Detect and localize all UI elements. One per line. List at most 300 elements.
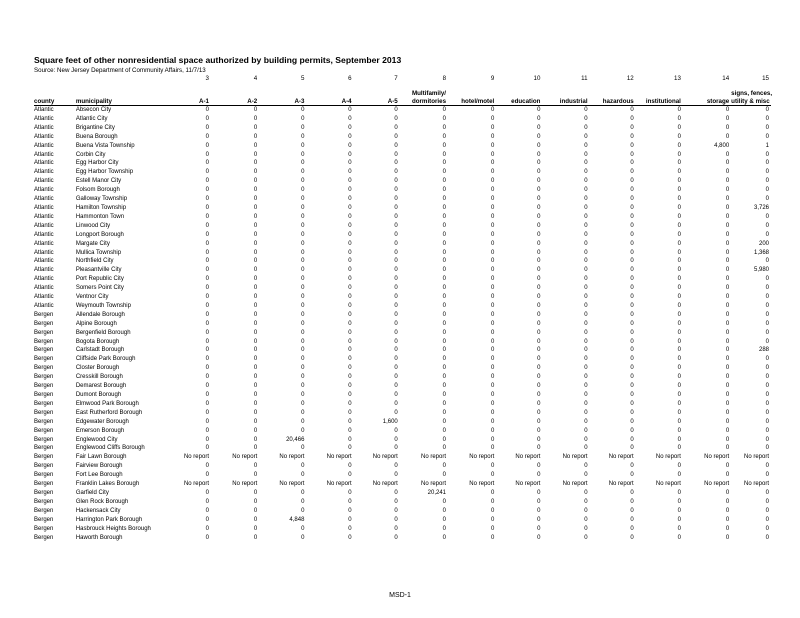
value-cell: 0 bbox=[205, 187, 209, 194]
municipality-cell: Fort Lee Borough bbox=[75, 472, 123, 479]
value-cell: 3,726 bbox=[753, 204, 769, 211]
municipality-cell: Carlstadt Borough bbox=[75, 347, 125, 354]
value-cell: 0 bbox=[725, 302, 730, 309]
value-cell: No report bbox=[183, 481, 209, 488]
value-cell: 0 bbox=[677, 258, 681, 265]
value-cell: 0 bbox=[765, 374, 769, 381]
value-cell: 0 bbox=[301, 525, 305, 532]
value-cell: 0 bbox=[537, 222, 541, 229]
value-cell: 0 bbox=[677, 213, 681, 220]
value-cell: 0 bbox=[442, 285, 447, 292]
county-cell: Atlantic bbox=[34, 222, 54, 229]
value-cell: 0 bbox=[490, 365, 495, 372]
value-cell: 0 bbox=[394, 258, 398, 265]
value-cell: 0 bbox=[301, 258, 305, 265]
value-cell: 0 bbox=[442, 249, 447, 256]
value-cell: 0 bbox=[630, 329, 634, 336]
county-cell: Bergen bbox=[34, 329, 54, 336]
value-cell: 0 bbox=[394, 374, 398, 381]
value-cell: No report bbox=[183, 454, 209, 461]
value-cell: No report bbox=[655, 454, 681, 461]
value-cell: 0 bbox=[301, 356, 305, 363]
table-row bbox=[34, 329, 771, 338]
value-cell: 0 bbox=[490, 285, 495, 292]
value-cell: 0 bbox=[584, 525, 588, 532]
value-cell: 0 bbox=[584, 213, 588, 220]
value-cell: 0 bbox=[490, 294, 495, 301]
value-cell: 0 bbox=[537, 383, 541, 390]
value-cell: 0 bbox=[765, 151, 769, 158]
value-cell: 0 bbox=[348, 231, 352, 238]
county-cell: Bergen bbox=[34, 320, 54, 327]
value-cell: 0 bbox=[490, 169, 495, 176]
value-cell: 0 bbox=[765, 427, 769, 434]
value-cell: 0 bbox=[442, 222, 447, 229]
value-cell: 0 bbox=[442, 525, 447, 532]
value-cell: 0 bbox=[348, 392, 352, 398]
value-cell: 0 bbox=[584, 133, 588, 140]
municipality-cell: Somers Point City bbox=[75, 285, 124, 292]
column-header-hotel-motel: hotel/motel bbox=[448, 97, 496, 106]
municipality-cell: Hammonton Town bbox=[75, 213, 125, 220]
municipality-cell: East Rutherford Borough bbox=[75, 409, 143, 416]
value-cell: 0 bbox=[442, 267, 447, 274]
municipality-cell: Allendale Borough bbox=[75, 311, 125, 318]
value-cell: 0 bbox=[537, 133, 541, 140]
value-cell: 0 bbox=[205, 374, 209, 381]
value-cell: 0 bbox=[205, 392, 209, 398]
value-cell: 0 bbox=[301, 472, 305, 479]
value-cell: 0 bbox=[490, 329, 495, 336]
column-header-municipality: municipality bbox=[76, 97, 155, 106]
value-cell: 0 bbox=[537, 213, 541, 220]
value-cell: 0 bbox=[394, 516, 398, 523]
county-cell: Bergen bbox=[34, 516, 54, 523]
value-cell: 0 bbox=[677, 133, 681, 140]
county-cell: Atlantic bbox=[34, 160, 54, 167]
value-cell: 0 bbox=[205, 267, 209, 274]
value-cell: 0 bbox=[253, 400, 258, 407]
value-cell: 0 bbox=[677, 472, 681, 479]
value-cell: 0 bbox=[630, 240, 634, 247]
value-cell: 0 bbox=[490, 267, 495, 274]
value-cell: No report bbox=[232, 481, 258, 488]
value-cell: 0 bbox=[253, 258, 258, 265]
table-row bbox=[34, 186, 771, 195]
column-number: 5 bbox=[300, 75, 305, 82]
value-cell: 0 bbox=[765, 320, 769, 327]
value-cell: 0 bbox=[205, 400, 209, 407]
value-cell: 0 bbox=[205, 525, 209, 532]
value-cell: 0 bbox=[537, 124, 541, 131]
value-cell: 0 bbox=[253, 356, 258, 363]
value-cell: 0 bbox=[725, 516, 730, 523]
table-row bbox=[34, 462, 771, 471]
value-cell: 0 bbox=[490, 302, 495, 309]
column-header-institutional: institutional bbox=[636, 97, 683, 106]
municipality-cell: Closter Borough bbox=[75, 365, 120, 372]
value-cell: 0 bbox=[677, 383, 681, 390]
value-cell: 0 bbox=[253, 302, 258, 309]
value-cell: 0 bbox=[253, 436, 258, 443]
value-cell: 0 bbox=[677, 400, 681, 407]
value-cell: 0 bbox=[584, 347, 588, 354]
county-cell: Bergen bbox=[34, 489, 54, 496]
value-cell: 0 bbox=[630, 187, 634, 194]
table-row bbox=[34, 507, 771, 516]
value-cell: 0 bbox=[490, 151, 495, 158]
county-cell: Bergen bbox=[34, 498, 54, 505]
county-cell: Bergen bbox=[34, 454, 54, 461]
value-cell: 0 bbox=[394, 498, 398, 505]
value-cell: 0 bbox=[677, 107, 681, 113]
value-cell: 0 bbox=[348, 311, 352, 318]
county-cell: Atlantic bbox=[34, 151, 54, 158]
value-cell: 0 bbox=[301, 213, 305, 220]
county-cell: Bergen bbox=[34, 409, 54, 416]
county-cell: Atlantic bbox=[34, 142, 54, 149]
value-cell: 0 bbox=[205, 204, 209, 211]
municipality-cell: Longport Borough bbox=[75, 231, 124, 238]
value-cell: 0 bbox=[765, 507, 769, 514]
value-cell: No report bbox=[421, 454, 447, 461]
value-cell: 0 bbox=[677, 507, 681, 514]
value-cell: 0 bbox=[348, 436, 352, 443]
county-cell: Atlantic bbox=[34, 294, 54, 301]
value-cell: 0 bbox=[677, 392, 681, 398]
value-cell: 0 bbox=[348, 409, 352, 416]
value-cell: 0 bbox=[394, 525, 398, 532]
value-cell: 0 bbox=[584, 516, 588, 523]
county-cell: Atlantic bbox=[34, 285, 54, 292]
value-cell: 0 bbox=[301, 107, 305, 113]
table-row bbox=[34, 302, 771, 311]
value-cell: 0 bbox=[394, 107, 398, 113]
value-cell: 0 bbox=[765, 498, 769, 505]
value-cell: 0 bbox=[253, 133, 258, 140]
value-cell: 0 bbox=[348, 249, 352, 256]
value-cell: 0 bbox=[442, 356, 447, 363]
municipality-cell: Franklin Lakes Borough bbox=[75, 481, 140, 488]
value-cell: 0 bbox=[677, 320, 681, 327]
value-cell: 0 bbox=[630, 445, 634, 452]
value-cell: 0 bbox=[537, 472, 541, 479]
value-cell: 0 bbox=[301, 267, 305, 274]
value-cell: 0 bbox=[584, 383, 588, 390]
value-cell: 0 bbox=[442, 187, 447, 194]
value-cell: 0 bbox=[253, 240, 258, 247]
value-cell: 0 bbox=[394, 115, 398, 122]
value-cell: 0 bbox=[490, 400, 495, 407]
value-cell: 0 bbox=[205, 311, 209, 318]
value-cell: 0 bbox=[301, 418, 305, 425]
value-cell: 0 bbox=[537, 169, 541, 176]
value-cell: 0 bbox=[765, 311, 769, 318]
value-cell: 0 bbox=[253, 115, 258, 122]
value-cell: 0 bbox=[442, 196, 447, 203]
county-cell: Bergen bbox=[34, 472, 54, 479]
column-header-a1: A-1 bbox=[155, 97, 211, 106]
municipality-cell: Demarest Borough bbox=[75, 383, 127, 390]
table-row bbox=[34, 195, 771, 204]
value-cell: 0 bbox=[301, 338, 305, 345]
value-cell: 0 bbox=[584, 463, 588, 470]
value-cell: 0 bbox=[765, 392, 769, 398]
value-cell: 0 bbox=[677, 489, 681, 496]
value-cell: 0 bbox=[394, 302, 398, 309]
value-cell: No report bbox=[469, 481, 495, 488]
table-row bbox=[34, 453, 771, 462]
value-cell: 0 bbox=[348, 365, 352, 372]
value-cell: 0 bbox=[630, 507, 634, 514]
value-cell: 0 bbox=[630, 383, 634, 390]
county-cell: Bergen bbox=[34, 347, 54, 354]
value-cell: 0 bbox=[584, 258, 588, 265]
value-cell: 0 bbox=[442, 507, 447, 514]
value-cell: 0 bbox=[537, 311, 541, 318]
value-cell: 0 bbox=[584, 320, 588, 327]
value-cell: 0 bbox=[394, 472, 398, 479]
value-cell: 0 bbox=[348, 294, 352, 301]
value-cell: 0 bbox=[537, 285, 541, 292]
value-cell: 0 bbox=[490, 427, 495, 434]
county-cell: Atlantic bbox=[34, 302, 54, 309]
value-cell: 0 bbox=[301, 489, 305, 496]
value-cell: 0 bbox=[301, 400, 305, 407]
county-cell: Atlantic bbox=[34, 231, 54, 238]
value-cell: No report bbox=[279, 481, 305, 488]
value-cell: 0 bbox=[630, 267, 634, 274]
value-cell: 0 bbox=[765, 115, 769, 122]
value-cell: 0 bbox=[725, 463, 730, 470]
value-cell: 0 bbox=[301, 294, 305, 301]
value-cell: 0 bbox=[205, 231, 209, 238]
value-cell: 0 bbox=[442, 320, 447, 327]
value-cell: 0 bbox=[348, 347, 352, 354]
value-cell: 0 bbox=[765, 400, 769, 407]
municipality-cell: Dumont Borough bbox=[75, 392, 122, 398]
value-cell: 0 bbox=[537, 178, 541, 185]
value-cell: 0 bbox=[537, 463, 541, 470]
permits-table bbox=[34, 75, 771, 542]
value-cell: 0 bbox=[630, 249, 634, 256]
value-cell: No report bbox=[608, 454, 634, 461]
value-cell: 0 bbox=[394, 392, 398, 398]
value-cell: 0 bbox=[677, 463, 681, 470]
value-cell: 0 bbox=[348, 196, 352, 203]
value-cell: 0 bbox=[490, 222, 495, 229]
municipality-cell: Hackensack City bbox=[75, 507, 121, 514]
value-cell: 0 bbox=[348, 383, 352, 390]
value-cell: 0 bbox=[765, 222, 769, 229]
value-cell: 0 bbox=[442, 436, 447, 443]
value-cell: 0 bbox=[537, 160, 541, 167]
value-cell: 0 bbox=[725, 169, 730, 176]
value-cell: 0 bbox=[348, 463, 352, 470]
county-cell: Bergen bbox=[34, 311, 54, 318]
value-cell: 0 bbox=[765, 338, 769, 345]
value-cell: 0 bbox=[205, 107, 209, 113]
value-cell: 0 bbox=[348, 400, 352, 407]
value-cell: 0 bbox=[205, 489, 209, 496]
table-row bbox=[34, 213, 771, 222]
value-cell: 0 bbox=[205, 347, 209, 354]
value-cell: 0 bbox=[301, 178, 305, 185]
value-cell: 0 bbox=[677, 409, 681, 416]
value-cell: 0 bbox=[394, 213, 398, 220]
value-cell: 0 bbox=[205, 302, 209, 309]
value-cell: 0 bbox=[584, 294, 588, 301]
value-cell: 0 bbox=[677, 534, 681, 541]
value-cell: 0 bbox=[490, 392, 495, 398]
table-row bbox=[34, 133, 771, 142]
value-cell: 0 bbox=[490, 276, 495, 283]
column-header-utility-misc: utility & misc bbox=[731, 98, 770, 105]
value-cell: 0 bbox=[765, 294, 769, 301]
value-cell: 0 bbox=[677, 204, 681, 211]
county-cell: Atlantic bbox=[34, 124, 54, 131]
value-cell: 20,466 bbox=[286, 436, 305, 443]
value-cell: 0 bbox=[253, 222, 258, 229]
value-cell: 0 bbox=[725, 222, 730, 229]
column-number: 4 bbox=[253, 75, 258, 82]
value-cell: 0 bbox=[630, 142, 634, 149]
county-cell: Bergen bbox=[34, 427, 54, 434]
value-cell: 0 bbox=[584, 222, 588, 229]
value-cell: 0 bbox=[348, 124, 352, 131]
value-cell: 0 bbox=[394, 365, 398, 372]
table-row bbox=[34, 338, 771, 347]
value-cell: 0 bbox=[253, 347, 258, 354]
value-cell: 0 bbox=[584, 160, 588, 167]
value-cell: 0 bbox=[537, 267, 541, 274]
value-cell: 0 bbox=[301, 409, 305, 416]
value-cell: 0 bbox=[584, 356, 588, 363]
value-cell: 0 bbox=[394, 178, 398, 185]
page-footer: MSD-1 bbox=[389, 592, 411, 599]
value-cell: No report bbox=[232, 454, 258, 461]
value-cell: 0 bbox=[630, 160, 634, 167]
value-cell: 0 bbox=[725, 400, 730, 407]
value-cell: 0 bbox=[765, 472, 769, 479]
value-cell: 0 bbox=[442, 115, 447, 122]
value-cell: 0 bbox=[537, 338, 541, 345]
value-cell: 0 bbox=[677, 365, 681, 372]
value-cell: 0 bbox=[725, 392, 730, 398]
value-cell: 0 bbox=[394, 507, 398, 514]
county-cell: Atlantic bbox=[34, 267, 54, 274]
county-cell: Atlantic bbox=[34, 187, 54, 194]
value-cell: 0 bbox=[725, 409, 730, 416]
value-cell: 0 bbox=[490, 463, 495, 470]
value-cell: 0 bbox=[253, 463, 258, 470]
value-cell: 0 bbox=[725, 489, 730, 496]
source-note: Source: New Jersey Department of Community Affairs, 11/7/13 bbox=[34, 67, 206, 74]
value-cell: 0 bbox=[348, 427, 352, 434]
value-cell: 0 bbox=[677, 498, 681, 505]
table-row bbox=[34, 320, 771, 329]
value-cell: 0 bbox=[584, 498, 588, 505]
county-cell: Bergen bbox=[34, 392, 54, 398]
value-cell: 0 bbox=[490, 498, 495, 505]
value-cell: 0 bbox=[205, 329, 209, 336]
value-cell: 0 bbox=[394, 311, 398, 318]
municipality-cell: Pleasantville City bbox=[75, 267, 122, 274]
table-row bbox=[34, 284, 771, 293]
value-cell: 0 bbox=[630, 285, 634, 292]
value-cell: 0 bbox=[205, 463, 209, 470]
value-cell: 0 bbox=[348, 374, 352, 381]
value-cell: 0 bbox=[765, 231, 769, 238]
value-cell: 0 bbox=[630, 338, 634, 345]
value-cell: 0 bbox=[205, 240, 209, 247]
value-cell: 0 bbox=[725, 418, 730, 425]
value-cell: 0 bbox=[301, 187, 305, 194]
value-cell: 288 bbox=[758, 347, 769, 354]
value-cell: No report bbox=[562, 481, 588, 488]
value-cell: 0 bbox=[490, 472, 495, 479]
value-cell: 0 bbox=[630, 107, 634, 113]
value-cell: 0 bbox=[348, 498, 352, 505]
value-cell: 0 bbox=[725, 151, 730, 158]
table-row bbox=[34, 480, 771, 489]
value-cell: 0 bbox=[630, 178, 634, 185]
value-cell: 0 bbox=[584, 107, 588, 113]
value-cell: 0 bbox=[537, 204, 541, 211]
county-cell: Atlantic bbox=[34, 196, 54, 203]
value-cell: 0 bbox=[394, 338, 398, 345]
value-cell: 0 bbox=[537, 240, 541, 247]
value-cell: 0 bbox=[205, 498, 209, 505]
value-cell: 0 bbox=[205, 133, 209, 140]
value-cell: 0 bbox=[537, 196, 541, 203]
value-cell: 0 bbox=[537, 516, 541, 523]
value-cell: 0 bbox=[490, 374, 495, 381]
value-cell: 0 bbox=[630, 400, 634, 407]
county-cell: Atlantic bbox=[34, 115, 54, 122]
value-cell: 0 bbox=[537, 374, 541, 381]
value-cell: 0 bbox=[630, 311, 634, 318]
value-cell: 0 bbox=[630, 115, 634, 122]
table-row bbox=[34, 400, 771, 409]
value-cell: 0 bbox=[677, 142, 681, 149]
value-cell: 0 bbox=[205, 365, 209, 372]
value-cell: 0 bbox=[442, 338, 447, 345]
value-cell: 0 bbox=[490, 445, 495, 452]
value-cell: 0 bbox=[253, 294, 258, 301]
value-cell: 0 bbox=[348, 169, 352, 176]
value-cell: 0 bbox=[537, 365, 541, 372]
municipality-cell: Alpine Borough bbox=[75, 320, 117, 327]
value-cell: 0 bbox=[348, 258, 352, 265]
county-cell: Atlantic bbox=[34, 240, 54, 247]
value-cell: 0 bbox=[537, 400, 541, 407]
value-cell: No report bbox=[743, 454, 769, 461]
value-cell: 0 bbox=[725, 160, 730, 167]
value-cell: 0 bbox=[725, 534, 730, 541]
value-cell: 0 bbox=[394, 445, 398, 452]
municipality-cell: Buena Vista Township bbox=[75, 142, 135, 149]
value-cell: 0 bbox=[253, 311, 258, 318]
municipality-cell: Galloway Township bbox=[75, 196, 128, 203]
value-cell: 0 bbox=[630, 213, 634, 220]
value-cell: 0 bbox=[677, 516, 681, 523]
value-cell: 0 bbox=[253, 178, 258, 185]
value-cell: 0 bbox=[490, 516, 495, 523]
value-cell: 0 bbox=[677, 418, 681, 425]
value-cell: 0 bbox=[725, 285, 730, 292]
value-cell: 0 bbox=[442, 204, 447, 211]
